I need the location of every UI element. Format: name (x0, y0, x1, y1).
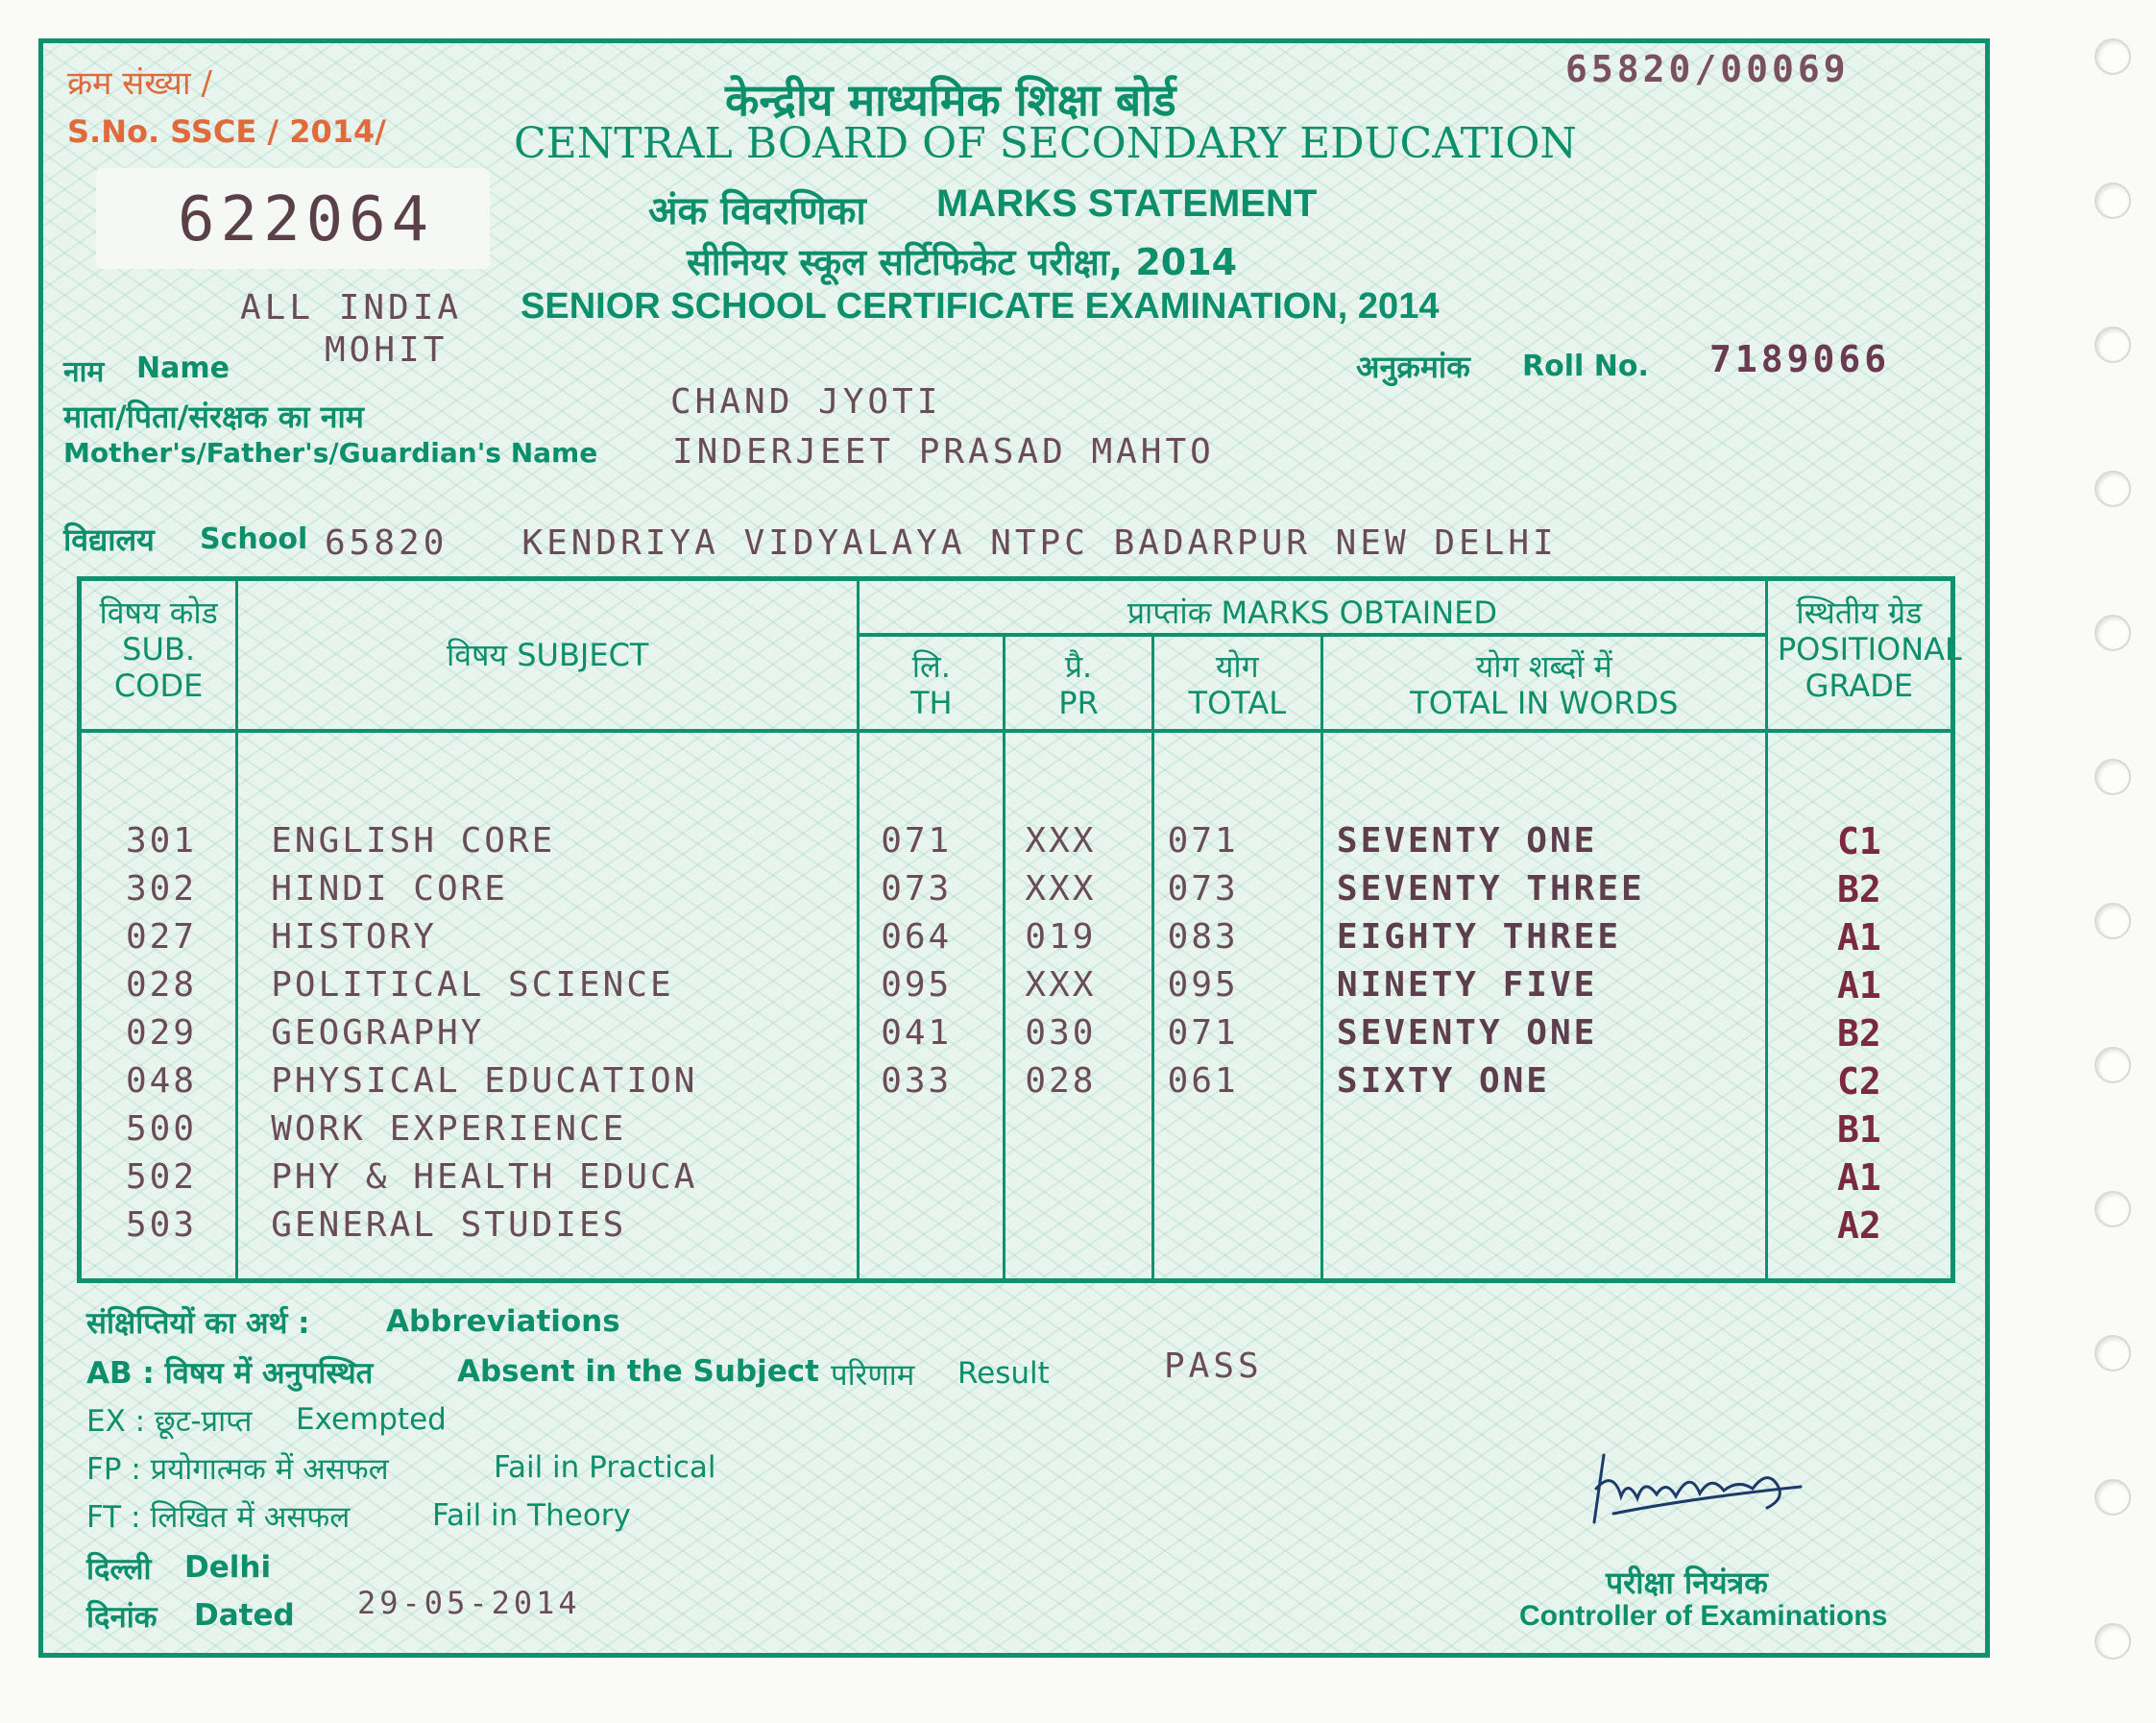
header-sub-code-english: SUB. CODE (113, 631, 204, 704)
header-pr-english: PR (1058, 684, 1099, 721)
result-label-hindi: परिणाम (831, 1358, 915, 1393)
marks-table (77, 576, 1962, 1283)
feed-hole (2095, 1047, 2131, 1083)
header-total-hindi: योग (1215, 647, 1259, 685)
father-name: INDERJEET PRASAD MAHTO (672, 432, 1215, 472)
roll-label: Roll No. (1522, 350, 1649, 383)
abbr-fp: Fail in Practical (494, 1450, 716, 1485)
header-pr (1005, 635, 1152, 731)
feed-hole (2095, 1191, 2131, 1227)
student-name: MOHIT (325, 330, 448, 370)
name-label: Name (136, 352, 230, 385)
controller-signature (1585, 1450, 1815, 1527)
th-column (859, 731, 1005, 1281)
total-column (1152, 731, 1321, 1281)
feed-hole (2095, 1335, 2131, 1371)
header-positional-grade (1766, 579, 1962, 731)
feed-hole (2095, 327, 2131, 363)
total-in-words: SEVENTY ONE SEVENTY THREE EIGHTY THREE NINETY FIVE SEVENTY ONE SIXTY ONE (1336, 820, 1645, 1101)
name-label-hindi: नाम (63, 355, 105, 389)
words-column (1321, 731, 1766, 1281)
feed-hole (2095, 615, 2131, 651)
header-total (1152, 635, 1321, 731)
header-grade-english: POSITIONAL GRADE (1777, 631, 1962, 704)
practical-marks: XXX XXX 019 XXX 030 028 (1025, 820, 1097, 1101)
header-subject-label: विषय SUBJECT (446, 637, 649, 673)
serial-number: 622064 (178, 184, 435, 255)
parent-label-hindi: माता/पिता/संरक्षक का नाम (63, 399, 364, 435)
result-label: Result (957, 1356, 1050, 1391)
abbr-title: Abbreviations (386, 1304, 620, 1339)
header-pr-hindi: प्रै. (1064, 647, 1093, 685)
codes-column (80, 731, 237, 1281)
feed-hole (2095, 1479, 2131, 1516)
board-name-hindi: केन्द्रीय माध्यमिक शिक्षा बोर्ड (725, 74, 1176, 126)
statement-title: MARKS STATEMENT (936, 182, 1318, 225)
exam-title: SENIOR SCHOOL CERTIFICATE EXAMINATION, 2014 (521, 286, 1440, 327)
header-sub-code (80, 579, 237, 731)
abbr-ex: Exempted (296, 1402, 447, 1437)
school-label-hindi: विद्यालय (63, 522, 155, 558)
abbr-ex-hindi: EX : छूट-प्राप्त (86, 1404, 253, 1439)
header-subject (237, 579, 859, 731)
abbr-ab-hindi: AB : विषय में अनुपस्थित (86, 1356, 374, 1391)
feed-hole (2095, 471, 2131, 507)
positional-grades: C1 B2 A1 A1 B2 C2 B1 A1 A2 (1836, 819, 1881, 1247)
header-th (859, 635, 1005, 731)
serial-label: S.No. SSCE / 2014/ (67, 113, 386, 150)
statement-title-hindi: अंक विवरणिका (648, 189, 866, 233)
city-label: Delhi (184, 1550, 272, 1585)
feed-hole (2095, 759, 2131, 795)
controller-title-hindi: परीक्षा नियंत्रक (1606, 1565, 1768, 1601)
abbr-fp-hindi: FP : प्रयोगात्मक में असफल (86, 1452, 389, 1487)
dated-label-hindi: दिनांक (86, 1600, 157, 1635)
tractor-feed-holes (2041, 0, 2156, 1723)
abbr-title-hindi: संक्षिप्तियों का अर्थ : (86, 1306, 310, 1341)
city-hindi: दिल्ली (86, 1552, 152, 1587)
dated-label: Dated (194, 1598, 295, 1633)
subjects-column (237, 731, 859, 1281)
roll-label-hindi: अनुक्रमांक (1356, 349, 1470, 385)
total-marks: 071 073 083 095 071 061 (1167, 820, 1239, 1101)
abbr-ft: Fail in Theory (432, 1498, 631, 1533)
serial-label-hindi: क्रम संख्या / (67, 64, 212, 103)
school-label: School (200, 522, 308, 556)
result-value: PASS (1164, 1347, 1263, 1386)
mother-name: CHAND JYOTI (670, 382, 942, 422)
feed-hole (2095, 182, 2131, 219)
controller-title: Controller of Examinations (1519, 1600, 1888, 1632)
subject-names: ENGLISH CORE HINDI CORE HISTORY POLITICAL SCIENCE GEOGRAPHY PHYSICAL EDUCATION WORK EXPERIENCE PHY & HEALTH EDUCA GENERAL STUDIES (271, 820, 698, 1245)
header-th-english: TH (910, 684, 953, 721)
header-th-hindi: लि. (911, 647, 951, 685)
header-words-english: TOTAL IN WORDS (1410, 684, 1679, 721)
header-marks-obtained (859, 579, 1766, 635)
pr-column (1005, 731, 1152, 1281)
header-total-words (1321, 635, 1766, 731)
header-sub-code-hindi: विषय कोड (99, 595, 218, 631)
feed-hole (2095, 38, 2131, 75)
header-total-english: TOTAL (1188, 684, 1287, 721)
reference-code: 65820/00069 (1565, 48, 1850, 90)
feed-hole (2095, 903, 2131, 939)
theory-marks: 071 073 064 095 041 033 (881, 820, 953, 1101)
exam-title-hindi: सीनियर स्कूल सर्टिफिकेट परीक्षा, 2014 (687, 241, 1238, 283)
roll-number: 7189066 (1709, 338, 1891, 380)
feed-hole (2095, 1623, 2131, 1660)
abbr-ft-hindi: FT : लिखित में असफल (86, 1500, 351, 1535)
header-words-hindi: योग शब्दों में (1475, 647, 1612, 685)
grade-column (1766, 731, 1952, 1281)
subject-codes: 301 302 027 028 029 048 500 502 503 (126, 820, 198, 1245)
board-name: CENTRAL BOARD OF SECONDARY EDUCATION (514, 119, 1577, 168)
abbr-ab: Absent in the Subject (457, 1354, 819, 1389)
all-india-label: ALL INDIA (240, 288, 463, 328)
header-marks-label: प्राप्तांक MARKS OBTAINED (1126, 595, 1497, 631)
school-name: 65820 KENDRIYA VIDYALAYA NTPC BADARPUR NEW DELHI (325, 523, 1558, 563)
dated-value: 29-05-2014 (357, 1585, 581, 1621)
header-grade-hindi: स्थितीय ग्रेड (1796, 595, 1923, 631)
parent-label: Mother's/Father's/Guardian's Name (63, 437, 598, 469)
